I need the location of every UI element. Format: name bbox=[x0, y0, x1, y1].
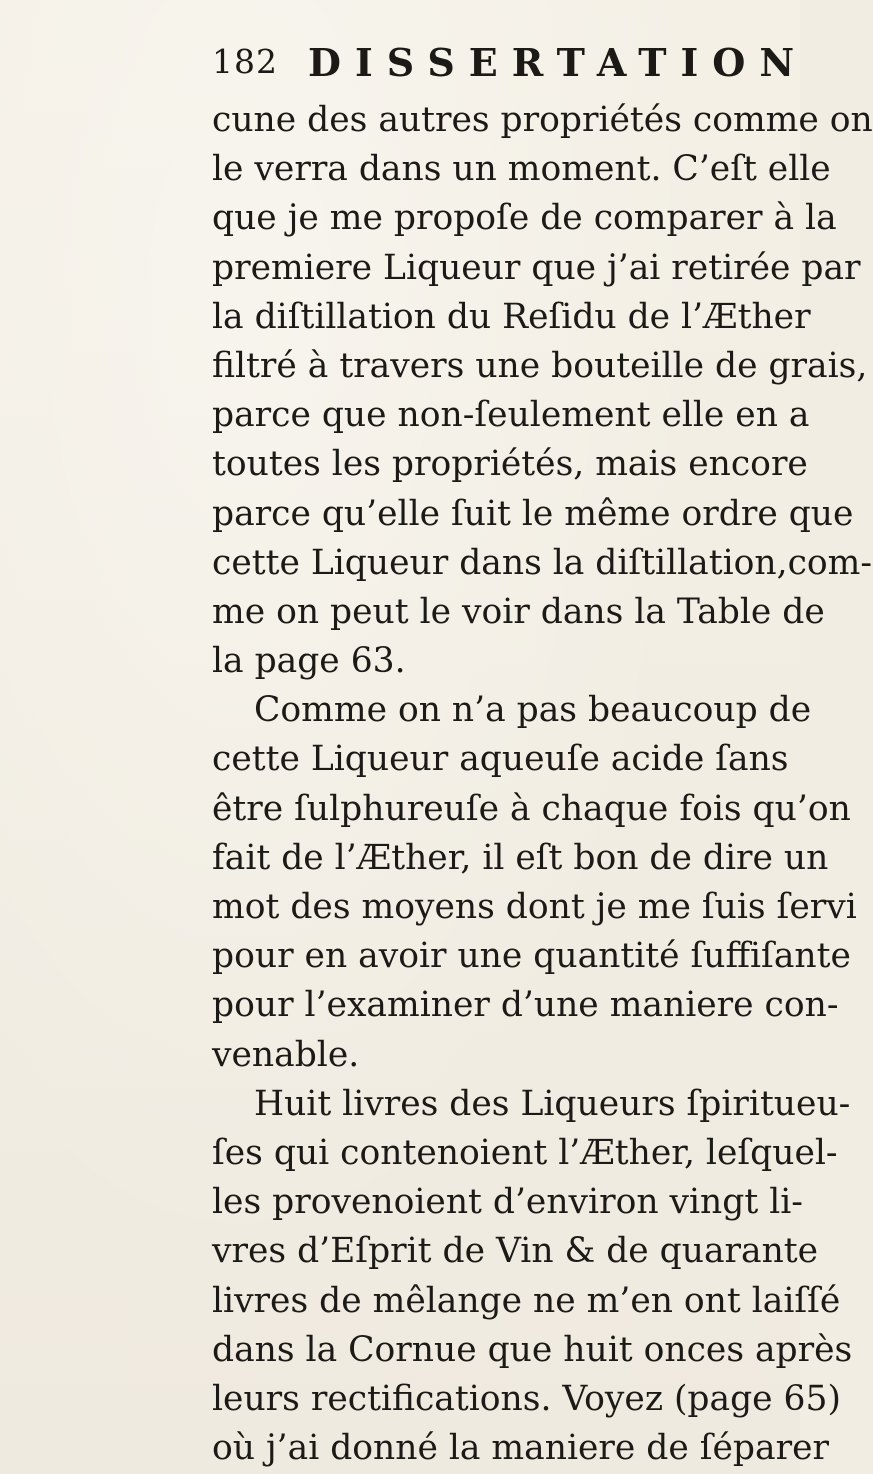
text-line: ſes qui contenoient l’Æther, leſquel- bbox=[212, 1132, 838, 1173]
text-line: cette Liqueur dans la diſtillation,com- bbox=[212, 542, 873, 583]
text-line: vres d’Eſprit de Vin & de quarante bbox=[212, 1231, 819, 1272]
text-line: cune des autres propriétés comme on bbox=[212, 100, 873, 140]
page-header bbox=[212, 40, 809, 92]
text-line: toutes les propriétés, mais encore bbox=[212, 444, 808, 485]
text-line: que je me propoſe de comparer à la bbox=[212, 198, 837, 239]
text-line: premiere Liqueur que j’ai retirée par bbox=[212, 247, 861, 288]
text-line: être ſulphureuſe à chaque fois qu’on bbox=[212, 788, 851, 829]
text-line: parce que non-ſeulement elle en a bbox=[212, 395, 810, 436]
text-line: le verra dans un moment. C’eſt elle bbox=[212, 149, 831, 190]
page-number: 182 bbox=[212, 42, 278, 81]
text-line: où j’ai donné la maniere de ſéparer bbox=[212, 1428, 829, 1469]
text-line: livres de mêlange ne m’en ont laiſſé bbox=[212, 1280, 841, 1321]
paragraph-start-line: Comme on n’a pas beaucoup de bbox=[254, 690, 812, 731]
text-line: venable. bbox=[212, 1034, 360, 1075]
text-line: cette Liqueur aqueuſe acide ſans bbox=[212, 739, 789, 780]
running-title: DISSERTATION bbox=[308, 40, 809, 85]
text-line: les provenoient d’environ vingt li- bbox=[212, 1182, 803, 1223]
text-line: mot des moyens dont je me ſuis ſervi bbox=[212, 887, 857, 927]
text-line: filtré à travers une bouteille de grais, bbox=[212, 345, 868, 386]
text-line: pour l’examiner d’une maniere con- bbox=[212, 985, 839, 1026]
text-line: pour en avoir une quantité ſuffiſante bbox=[212, 936, 851, 977]
text-line: dans la Cornue que huit onces après bbox=[212, 1329, 853, 1370]
paragraph-start-line: Huit livres des Liqueurs ſpiritueu- bbox=[254, 1083, 851, 1124]
text-line: me on peut le voir dans la Table de bbox=[212, 591, 825, 632]
text-line: leurs rectifications. Voyez (page 65) bbox=[212, 1378, 841, 1419]
text-line: la page 63. bbox=[212, 641, 406, 682]
text-line: fait de l’Æther, il eſt bon de dire un bbox=[212, 837, 829, 878]
body-text bbox=[212, 96, 873, 1473]
text-line: parce qu’elle ſuit le même ordre que bbox=[212, 493, 854, 534]
text-line: la diſtillation du Reſidu de l’Æther bbox=[212, 296, 811, 337]
